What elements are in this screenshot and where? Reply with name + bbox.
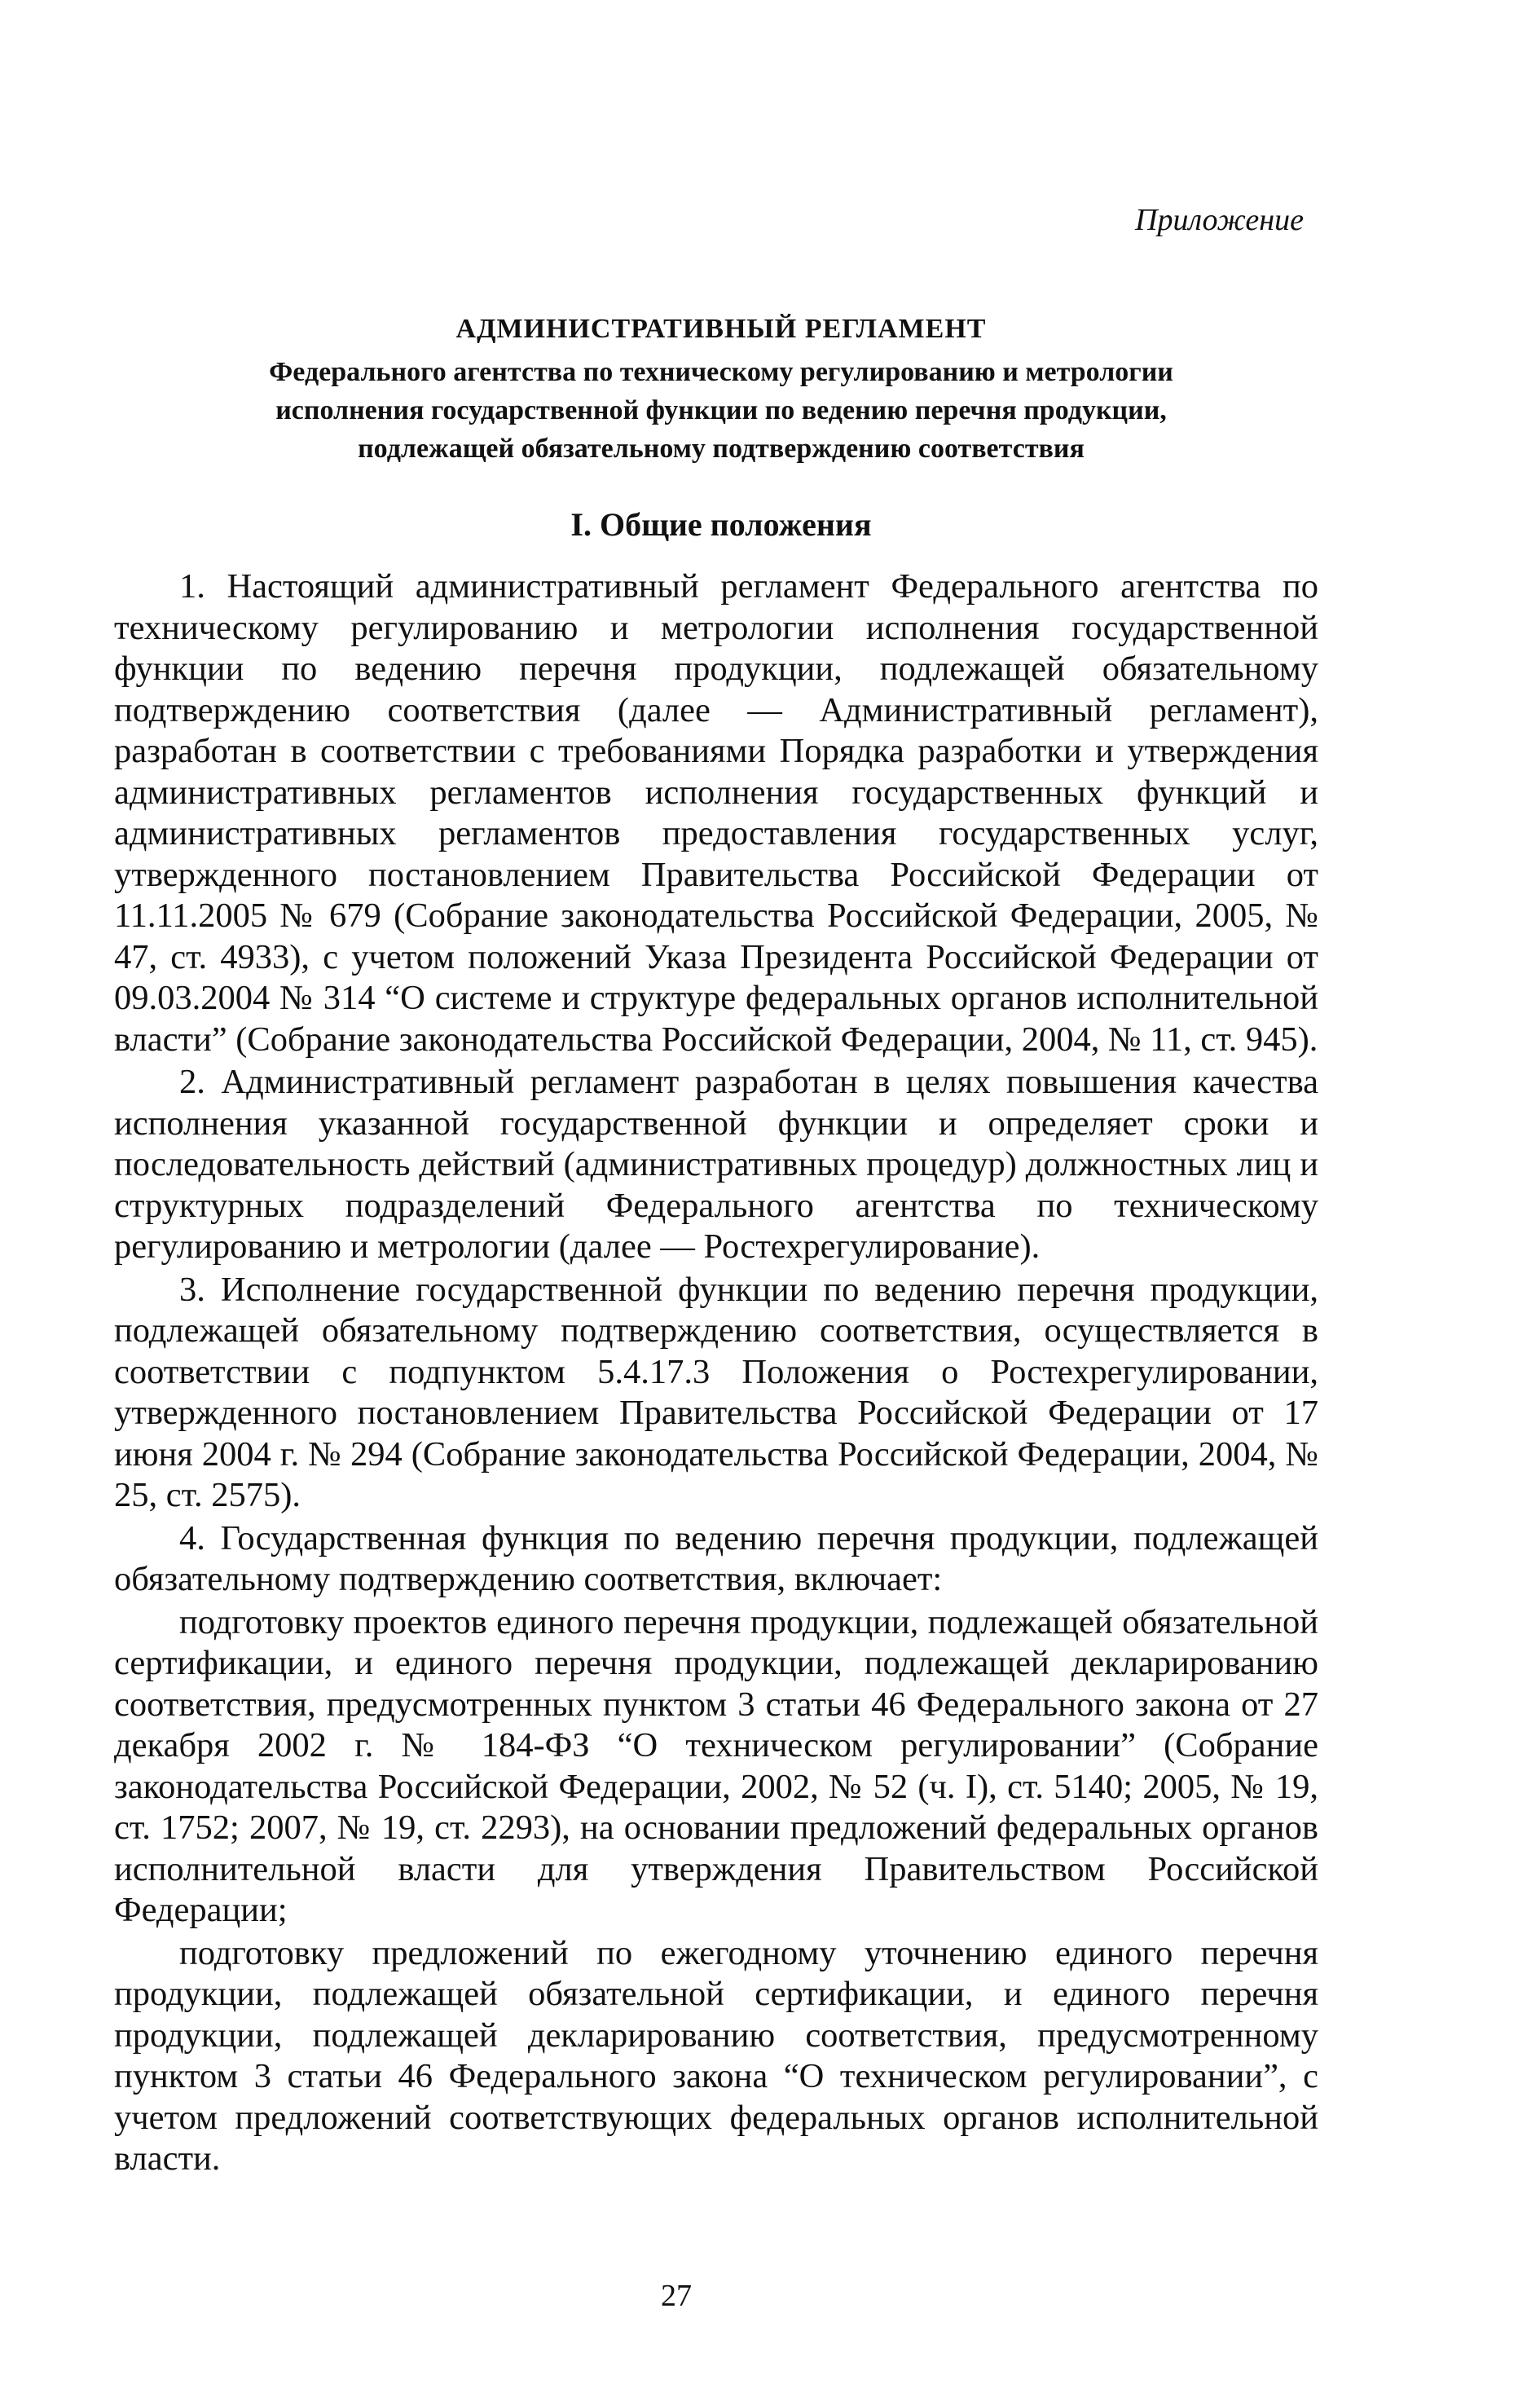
paragraph-4-item-2: подготовку предложений по ежегодному уточнению единого перечня продукции, подлежащей обязательной сертификации, и единого перечня продукции, подлежащей декларированию соответствия, предусмотренному пунктом 3 статьи 46 Федерального закона “О техническом регулировании”, с учетом предложений соответствующих федеральных органов исполнительной власти. bbox=[114, 1933, 1318, 2178]
subtitle-line: подлежащей обязательному подтверждению соответствия bbox=[358, 434, 1085, 464]
paragraph-2: 2. Административный регламент разработан в целях повышения качества исполнения указанной государственной функции и определяет сроки и последовательность действий (административных процедур) должностных лиц и структурных подразделений Федерального агентства по техническому регулированию и метрологии (далее — Ростехрегулирование). bbox=[114, 1063, 1318, 1266]
paragraph-4-item-1: подготовку проектов единого перечня продукции, подлежащей обязательной сертификации, и единого перечня продукции, подлежащей декларированию соответствия, предусмотренных пунктом 3 статьи 46 Федерального закона от 27 декабря 2002 г. № 184-ФЗ “О техническом регулировании” (Собрание законодательства Российской Федерации, 2002, № 52 (ч. I), ст. 5140; 2005, № 19, ст. 1752; 2007, № 19, ст. 2293), на основании предложений федеральных органов исполнительной власти для утверждения Правительством Российской Федерации; bbox=[114, 1602, 1318, 1929]
subtitle-line: исполнения государственной функции по ведению перечня продукции, bbox=[275, 395, 1167, 425]
document-title: АДМИНИСТРАТИВНЫЙ РЕГЛАМЕНТ bbox=[455, 314, 987, 344]
paragraph-1: 1. Настоящий административный регламент Федерального агентства по техническому регулированию и метрологии исполнения государственной функции по ведению перечня продукции, подлежащей обязательному подтверждению соответствия (далее — Административный регламент), разработан в соответствии с требованиями Порядка разработки и утверждения административных регламентов исполнения государственных функций и административных регламентов предоставления государственных услуг, утвержденного постановлением Правительства Российской Федерации от 11.11.2005 № 679 (Собрание законодательства Российской Федерации, 2005, № 47, ст. 4933), с учетом положений Указа Президента Российской Федерации от 09.03.2004 № 314 “О системе и структуре федеральных органов исполнительной власти” (Собрание законодательства Российской Федерации, 2004, № 11, ст. 945). bbox=[114, 567, 1318, 1059]
section-heading: I. Общие положения bbox=[570, 506, 872, 543]
page-number: 27 bbox=[661, 2279, 692, 2313]
appendix-label: Приложение bbox=[1135, 203, 1304, 237]
paragraph-4: 4. Государственная функция по ведению перечня продукции, подлежащей обязательному подтверждению соответствия, включает: bbox=[114, 1518, 1318, 1598]
paragraph-3: 3. Исполнение государственной функции по ведению перечня продукции, подлежащей обязательному подтверждению соответствия, осуществляется в соответствии с подпунктом 5.4.17.3 Положения о Ростехрегулировании, утвержденного постановлением Правительства Российской Федерации от 17 июня 2004 г. № 294 (Собрание законодательства Российской Федерации, 2004, № 25, ст. 2575). bbox=[114, 1270, 1318, 1514]
document-header bbox=[122, 314, 1320, 468]
section-body bbox=[114, 566, 1318, 2182]
subtitle-line: Федерального агентства по техническому регулированию и метрологии bbox=[269, 357, 1173, 387]
